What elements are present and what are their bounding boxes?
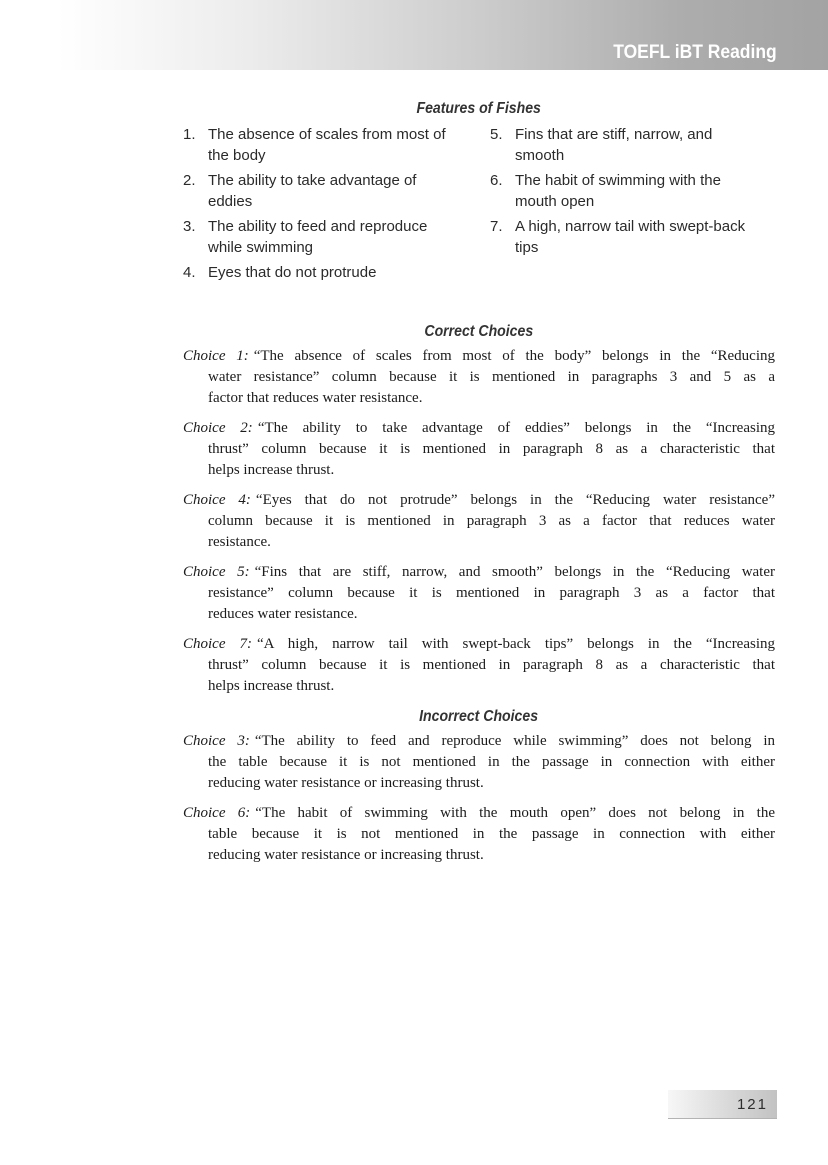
choice-line: Choice 6: “The habit of swimming with the mouth open” does not belong in the	[183, 805, 775, 821]
choice-line: factor that reduces water resistance.	[208, 390, 423, 406]
choice-line: reduces water resistance.	[208, 606, 358, 622]
incorrect-choices-paragraphs	[183, 731, 775, 866]
list-item	[183, 216, 490, 258]
choice-line: reducing water resistance or increasing thrust.	[208, 775, 484, 791]
choice-label: Choice 4:	[183, 492, 251, 508]
incorrect-choices-heading	[183, 707, 775, 726]
features-list-left-column	[183, 124, 490, 287]
choice-paragraph	[183, 418, 775, 481]
list-item-number: 2.	[183, 172, 196, 189]
list-item-text: Fins that are stiff, narrow, and smooth	[515, 126, 713, 164]
choice-line: thrust” column because it is mentioned in paragraph 8 as a characteristic that	[208, 657, 775, 673]
choice-label: Choice 7:	[183, 636, 253, 652]
choice-paragraph	[183, 490, 775, 553]
list-item	[490, 216, 775, 258]
choice-label: Choice 3:	[183, 733, 250, 749]
list-item-number: 1.	[183, 126, 196, 143]
page-header-title: TOEFL iBT Reading	[613, 42, 777, 63]
header-bar	[0, 0, 828, 70]
choice-line: helps increase thrust.	[208, 462, 335, 478]
list-item-text: The ability to feed and reproduce while swimming	[208, 218, 428, 256]
choice-paragraph	[183, 634, 775, 697]
choice-line: Choice 4: “Eyes that do not protrude” belongs in the “Reducing water resistance”	[183, 492, 775, 508]
list-item-text: The habit of swimming with the mouth open	[515, 172, 721, 210]
choice-line: resistance.	[208, 534, 271, 550]
list-item-text: The absence of scales from most of the body	[208, 126, 446, 164]
choice-paragraph	[183, 346, 775, 409]
incorrect-choices-heading-text: Incorrect Choices	[419, 708, 539, 725]
choice-line: column because it is mentioned in paragraph 3 as a factor that reduces water	[208, 513, 775, 529]
choice-line: the table because it is not mentioned in the passage in connection with either	[208, 754, 775, 770]
choice-paragraph	[183, 803, 775, 866]
list-item	[183, 170, 490, 212]
content-area	[183, 99, 775, 875]
list-item-text: A high, narrow tail with swept-back tips	[515, 218, 746, 256]
list-item	[490, 170, 775, 212]
choice-label: Choice 2:	[183, 420, 253, 436]
correct-choices-paragraphs	[183, 346, 775, 697]
list-item-text: The ability to take advantage of eddies	[208, 172, 417, 210]
choice-line: Choice 1: “The absence of scales from most of the body” belongs in the “Reducing	[183, 348, 775, 364]
choice-label: Choice 6:	[183, 805, 251, 821]
choice-line: Choice 7: “A high, narrow tail with swept-back tips” belongs in the “Increasing	[183, 636, 775, 652]
features-title	[183, 99, 775, 124]
choice-paragraph	[183, 562, 775, 625]
features-list	[183, 124, 775, 287]
choice-line: Choice 2: “The ability to take advantage of eddies” belongs in the “Increasing	[183, 420, 775, 436]
choice-paragraph	[183, 731, 775, 794]
page-number-bar	[668, 1090, 777, 1119]
choice-line: Choice 3: “The ability to feed and reproduce while swimming” does not belong in	[183, 733, 775, 749]
correct-choices-heading-text: Correct Choices	[424, 323, 534, 340]
list-item-number: 3.	[183, 218, 196, 235]
choice-line: helps increase thrust.	[208, 678, 335, 694]
choice-line: Choice 5: “Fins that are stiff, narrow, and smooth” belongs in the “Reducing water	[183, 564, 775, 580]
list-item-number: 4.	[183, 264, 196, 281]
features-list-right-column	[490, 124, 775, 287]
choice-line: table because it is not mentioned in the passage in connection with either	[208, 826, 775, 842]
list-item	[490, 124, 775, 166]
choice-line: reducing water resistance or increasing thrust.	[208, 847, 484, 863]
list-item	[183, 124, 490, 166]
choice-line: water resistance” column because it is mentioned in paragraphs 3 and 5 as a	[208, 369, 775, 385]
choice-label: Choice 5:	[183, 564, 250, 580]
list-item-number: 5.	[490, 126, 503, 143]
list-item-number: 7.	[490, 218, 503, 235]
list-item-text: Eyes that do not protrude	[208, 264, 377, 281]
correct-choices-heading	[183, 322, 775, 341]
list-item	[183, 262, 490, 283]
page-number: 121	[736, 1095, 768, 1113]
choice-line: resistance” column because it is mentioned in paragraph 3 as a factor that	[208, 585, 775, 601]
list-item-number: 6.	[490, 172, 503, 189]
features-title-text: Features of Fishes	[416, 100, 542, 117]
choice-line: thrust” column because it is mentioned in paragraph 8 as a characteristic that	[208, 441, 775, 457]
choice-label: Choice 1:	[183, 348, 249, 364]
